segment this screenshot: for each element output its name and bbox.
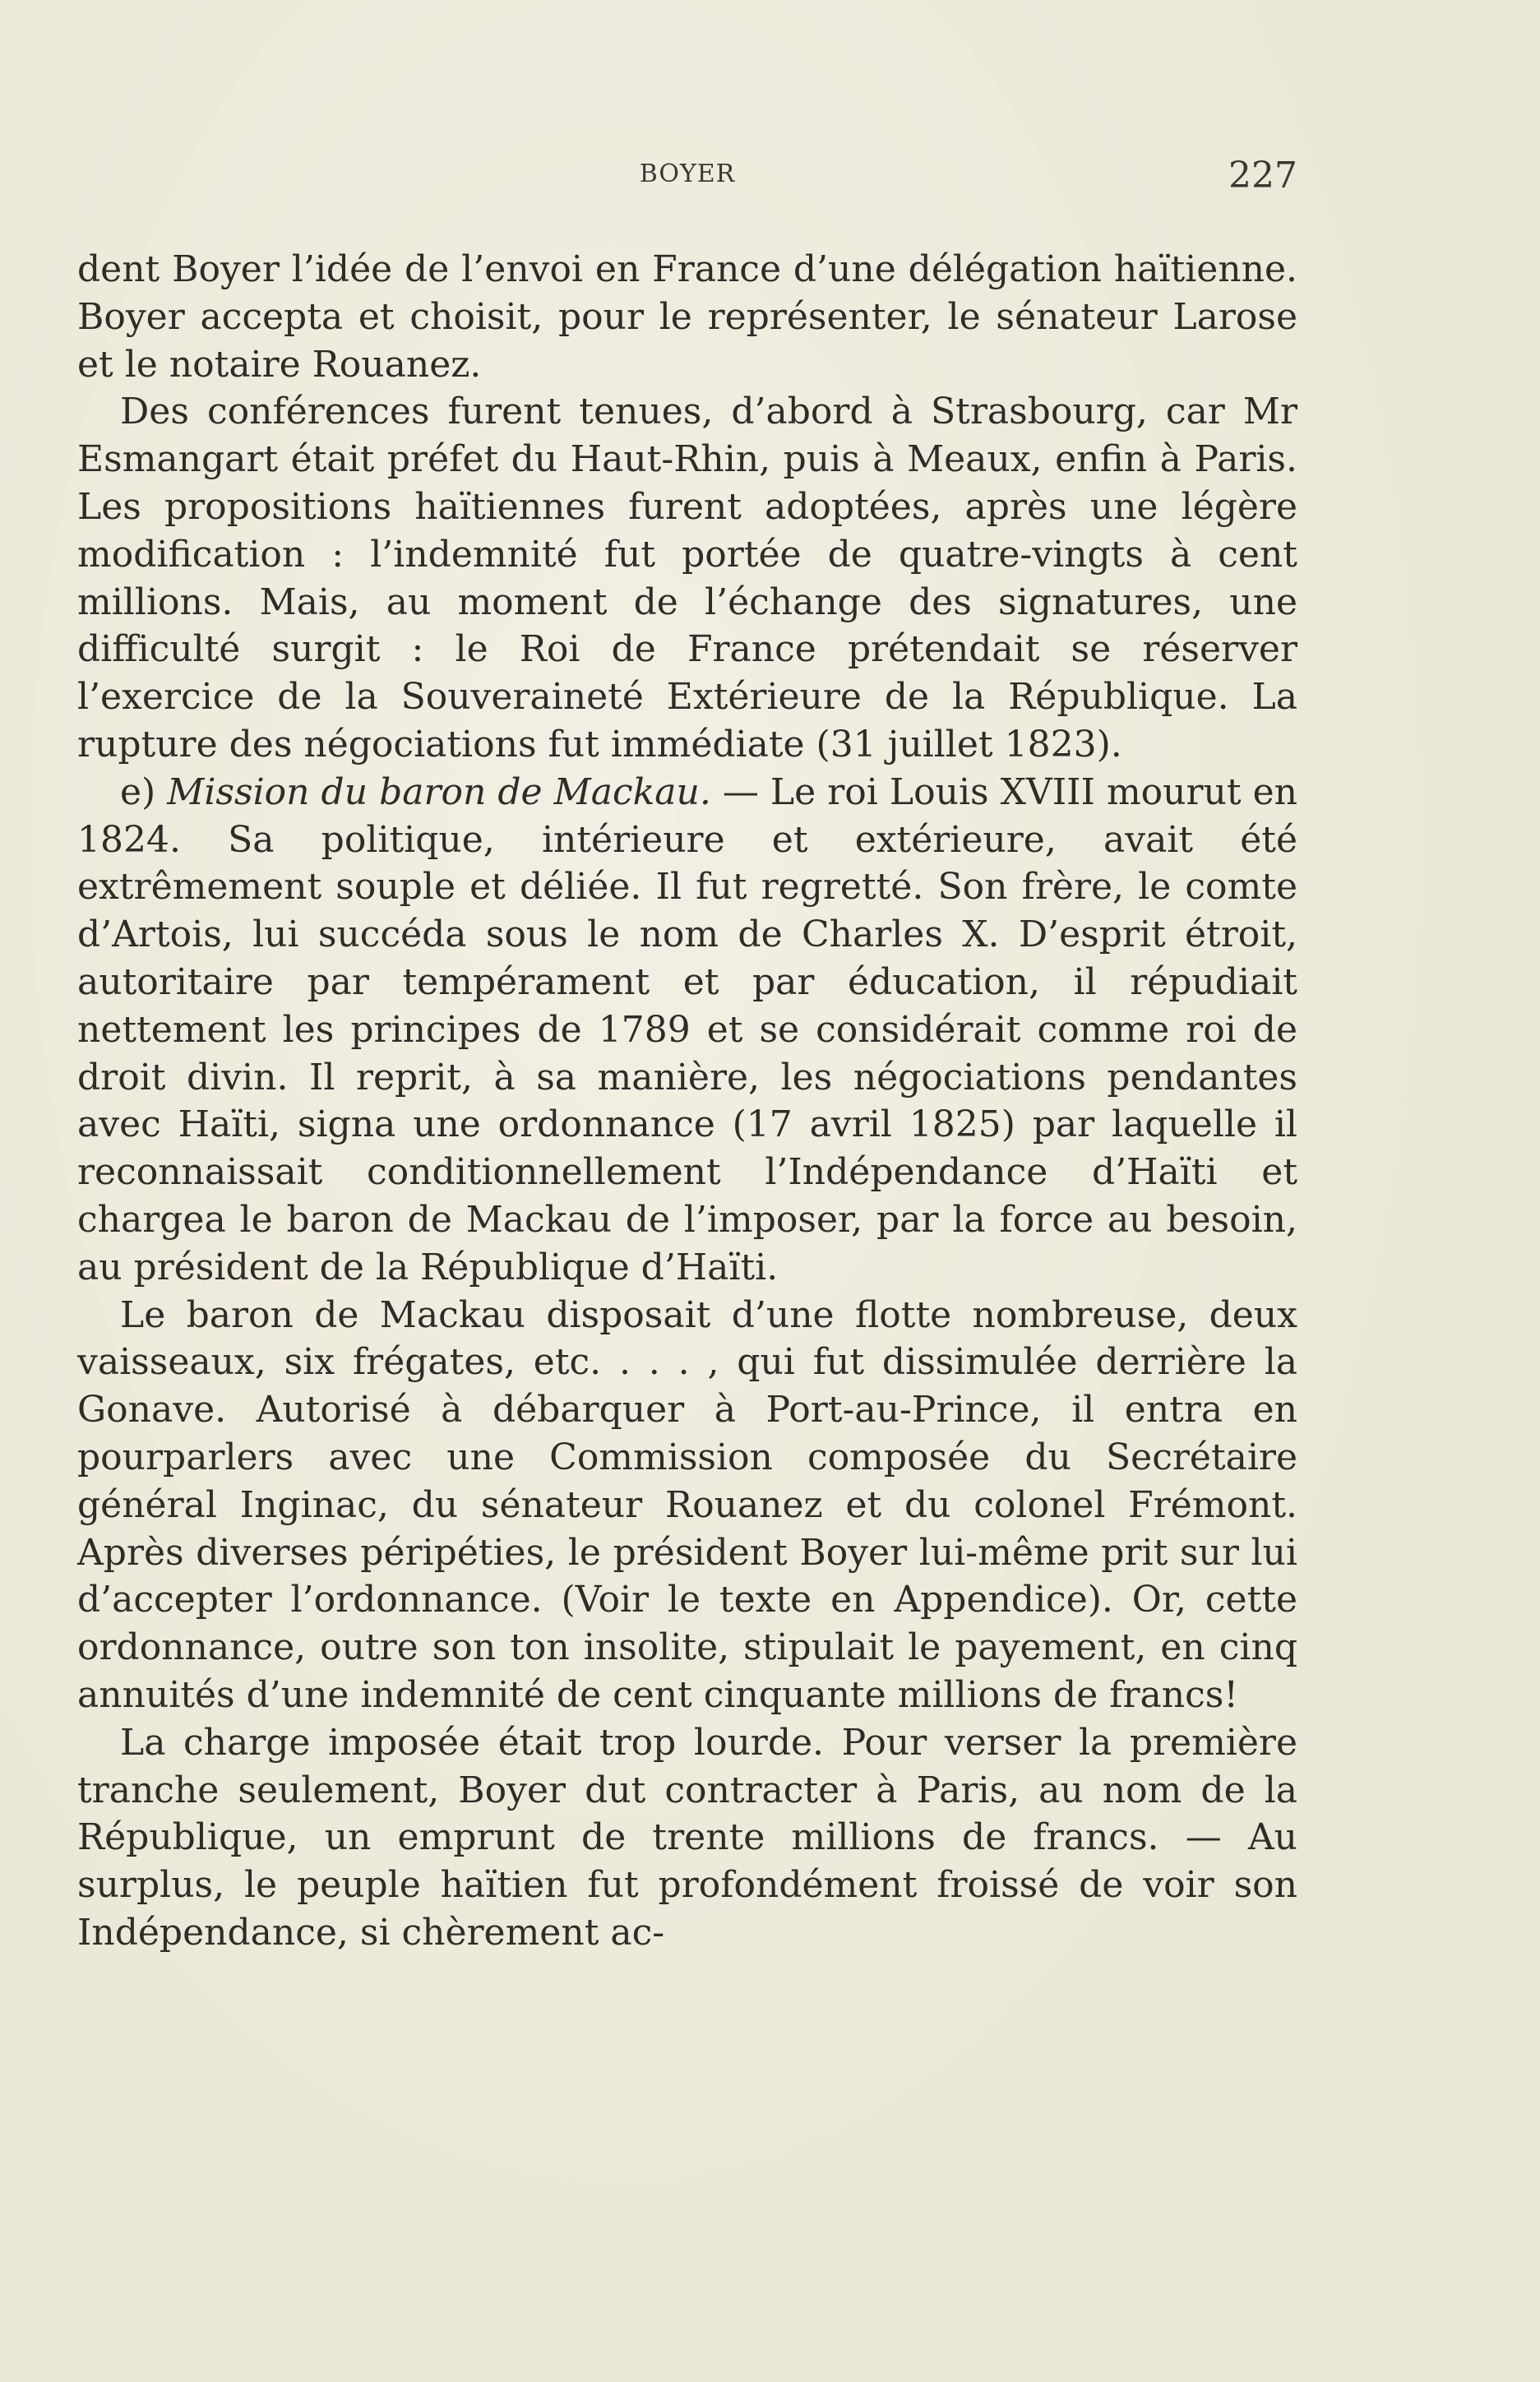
paragraph-conferences bbox=[77, 388, 1297, 768]
paragraph-text: Des conférences furent tenues, d’abord à Strasbourg, car Mr Esmangart était préfet du Haut-Rhin, puis à Meaux, enfin à Paris. Les propositions haïtiennes furent adoptées, après une légère modification : l’indemnité fut portée de quatre-vingts à cent millions. Mais, au moment de l’échange des signatures, une difficulté surgit : le Roi de France prétendait se réserver l’exercice de la Souveraineté Extérieure de la République. La rupture des négociations fut immédiate (31 juillet 1823). bbox=[77, 391, 1297, 765]
running-title: BOYER bbox=[639, 160, 736, 188]
paragraph-charge bbox=[77, 1719, 1297, 1957]
paragraph-mission-mackau bbox=[77, 769, 1297, 1292]
paragraph-text: — Le roi Louis XVIII mourut en 1824. Sa politique, intérieure et extérieure, avait été extrêmement souple et déliée. Il fut regretté. Son frère, le comte d’Artois, lui succéda sous le nom de Charles X. D’esprit étroit, autoritaire par tempérament et par éducation, il répudiait nettement les principes de 1789 et se considérait comme roi de droit divin. Il reprit, à sa manière, les négociations pendantes avec Haïti, signa une ordonnance (17 avril 1825) par laquelle il reconnaissait conditionnellement l’Indépendance d’Haïti et chargea le baron de Mackau de l’imposer, par la force au besoin, au président de la République d’Haïti. bbox=[77, 770, 1297, 1288]
paragraph-text: Le baron de Mackau disposait d’une flotte nombreuse, deux vaisseaux, six frégates, etc. . . . , qui fut dissimulée derrière la Gonave. Autorisé à débarquer à Port-au-Prince, il entra en pourparlers avec une Commission composée du Secrétaire général Inginac, du sénateur Rouanez et du colonel Frémont. Après diverses péripéties, le président Boyer lui-même prit sur lui d’accepter l’ordonnance. (Voir le texte en Appendice). Or, cette ordonnance, outre son ton insolite, stipulait le payement, en cinq annuités d’une indemnité de cent cinquante millions de francs! bbox=[77, 1293, 1297, 1716]
section-heading: Mission du baron de Mackau. bbox=[167, 770, 711, 813]
paragraph-flotte bbox=[77, 1292, 1297, 1719]
section-label: e) bbox=[120, 770, 156, 813]
paragraph-text: dent Boyer l’idée de l’envoi en France d’une délégation haïtienne. Boyer accepta et choisit, pour le représenter, le sénateur Larose et le notaire Rouanez. bbox=[77, 248, 1297, 386]
page-number: 227 bbox=[1228, 155, 1297, 197]
body-text bbox=[77, 246, 1297, 1957]
paragraph-text: La charge imposée était trop lourde. Pour verser la première tranche seulement, Boyer dut contracter à Paris, au nom de la République, un emprunt de trente millions de francs. — Au surplus, le peuple haïtien fut profondément froissé de voir son Indépendance, si chèrement ac- bbox=[77, 1721, 1297, 1954]
paragraph-continuation bbox=[77, 246, 1297, 388]
page-header bbox=[77, 155, 1297, 196]
